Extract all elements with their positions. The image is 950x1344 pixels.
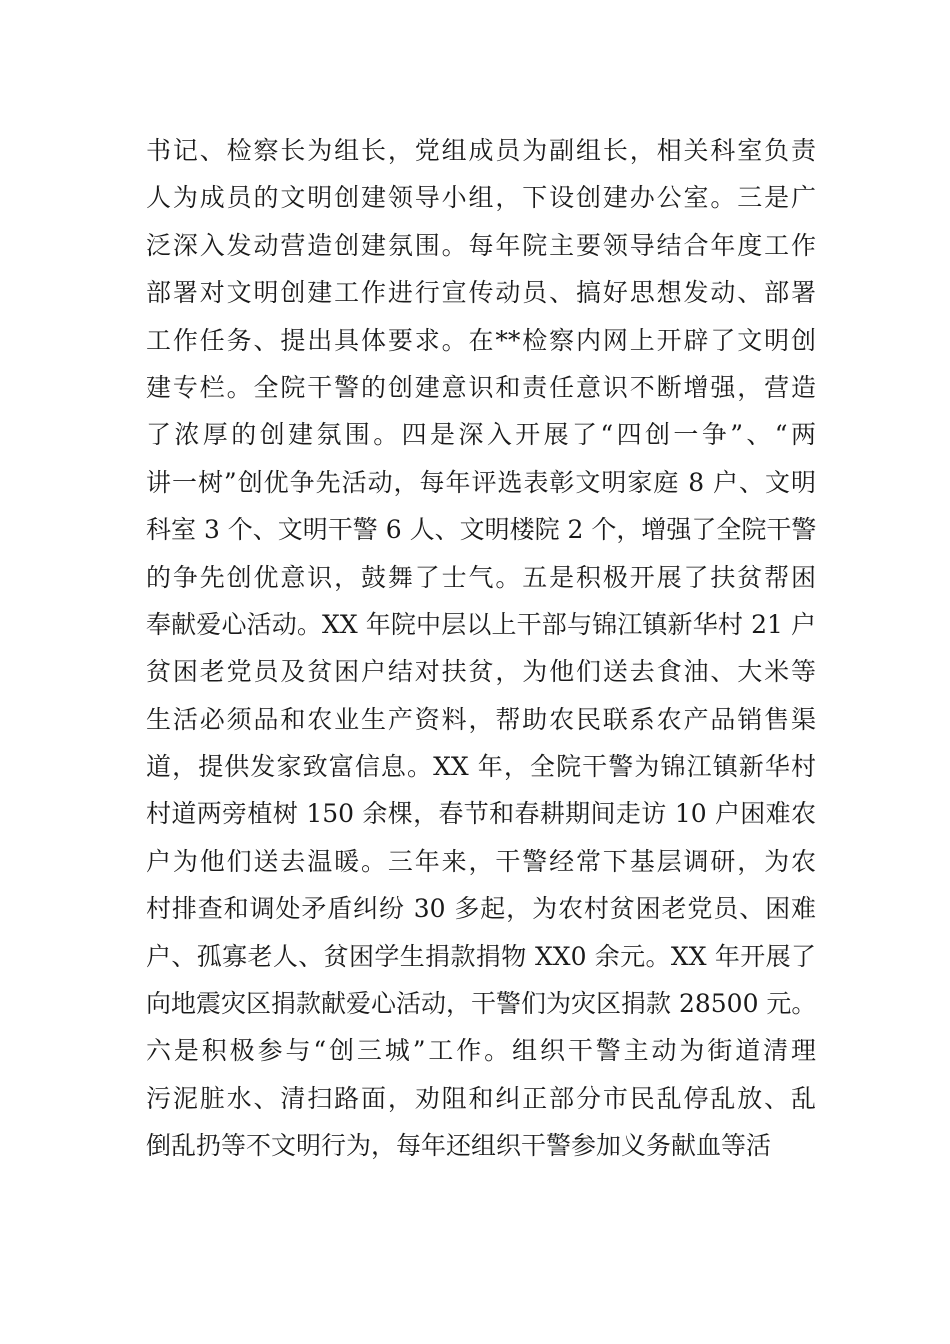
text-line-11: 奉献爱心活动。XX 年院中层以上干部与锦江镇新华村 21 户 (146, 609, 816, 639)
text-line-4: 部署对文明创建工作进行宣传动员、搞好思想发动、部署 (146, 278, 816, 308)
body-text (146, 127, 816, 1170)
text-line-12: 贫困老党员及贫困户结对扶贫，为他们送去食油、大米等 (146, 657, 816, 687)
text-line-16: 户为他们送去温暖。三年来，干警经常下基层调研，为农 (146, 846, 816, 876)
text-line-19: 向地震灾区捐款献爱心活动，干警们为灾区捐款 28500 元。 (146, 989, 816, 1019)
text-line-1: 书记、检察长为组长，党组成员为副组长，相关科室负责 (146, 136, 816, 165)
text-line-20: 六是积极参与“创三城”工作。组织干警主动为街道清理 (146, 1036, 816, 1066)
text-line-10: 的争先创优意识，鼓舞了士气。五是积极开展了扶贫帮困 (146, 562, 816, 592)
text-line-5: 工作任务、提出具体要求。在**检察内网上开辟了文明创 (146, 325, 816, 355)
text-line-15: 村道两旁植树 150 余棵，春节和春耕期间走访 10 户困难农 (146, 799, 816, 829)
text-line-6: 建专栏。全院干警的创建意识和责任意识不断增强，营造 (146, 372, 816, 402)
text-line-7: 了浓厚的创建氛围。四是深入开展了“四创一争”、“两 (146, 420, 816, 450)
text-line-3: 泛深入发动营造创建氛围。每年院主要领导结合年度工作 (146, 230, 816, 260)
text-line-22: 倒乱扔等不文明行为，每年还组织干警参加义务献血等活 (146, 1131, 772, 1161)
text-line-2: 人为成员的文明创建领导小组，下设创建办公室。三是广 (146, 183, 816, 213)
text-line-13: 生活必须品和农业生产资料，帮助农民联系农产品销售渠 (146, 704, 816, 734)
text-line-14: 道，提供发家致富信息。XX 年，全院干警为锦江镇新华村 (146, 752, 816, 782)
text-line-17: 村排查和调处矛盾纠纷 30 多起，为农村贫困老党员、困难 (146, 894, 816, 924)
text-line-18: 户、孤寡老人、贫困学生捐款捐物 XX0 余元。XX 年开展了 (146, 941, 816, 971)
text-line-9: 科室 3 个、文明干警 6 人、文明楼院 2 个，增强了全院干警 (146, 515, 816, 545)
text-line-21: 污泥脏水、清扫路面，劝阻和纠正部分市民乱停乱放、乱 (146, 1083, 816, 1113)
text-line-8: 讲一树”创优争先活动，每年评选表彰文明家庭 8 户、文明 (146, 467, 816, 497)
